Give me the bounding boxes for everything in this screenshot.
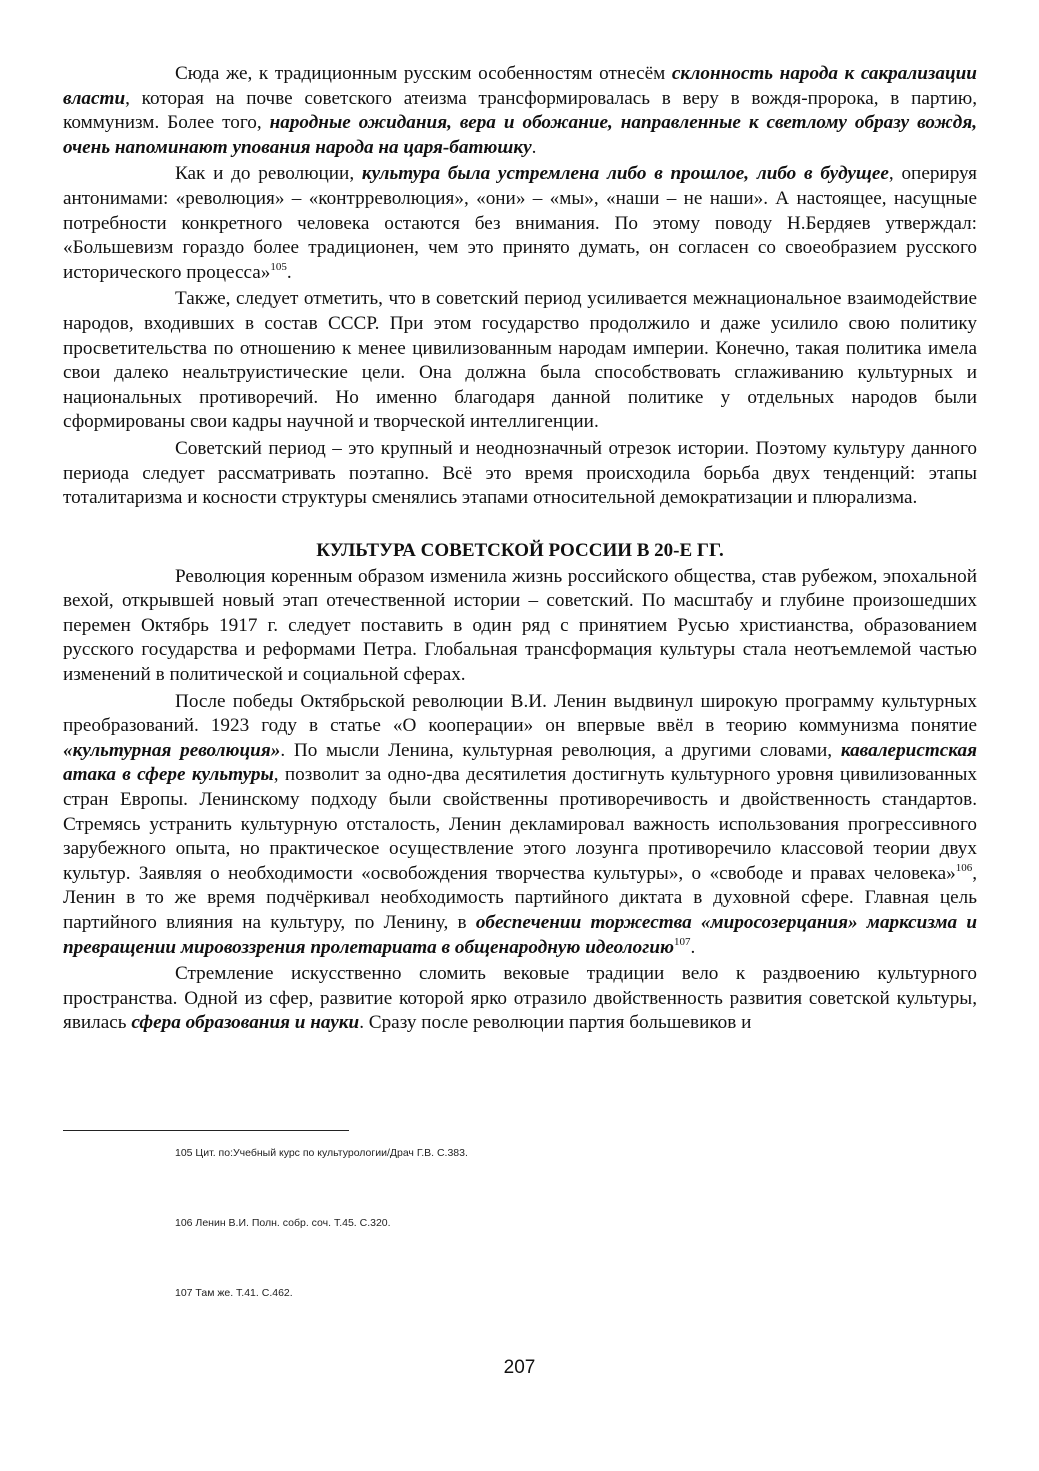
emphasis-text: кавалеристская атака в сфере культуры bbox=[63, 739, 978, 786]
body-text: , Ленин в то же время подчёркивал необходимость партийного диктата в духовной сфере. Главная цель партийного влияния на культуру, по Ленину, в bbox=[63, 862, 977, 933]
body-text: После победы Октябрьской революции В.И. Ленин выдвинул широкую программу культурных преобразований. 1923 году в статье «О кооперации» он впервые ввёл в теорию коммунизма понятие bbox=[63, 690, 977, 737]
intro-paragraph-3 bbox=[63, 287, 977, 435]
body-text: Революция коренным образом изменила жизнь российского общества, став рубежом, эпохальной вехой, открывшей новый этап отечественной истории – советский. По масштабу и глубине произошедших перемен Октябрь 1917 г. следует поставить в один ряд с принятием Русью христианства, образованием русского государства и реформами Петра. Глобальная трансформация культуры стала неотъемлемой частью изменений в политической и социальной сферах. bbox=[63, 565, 977, 686]
intro-paragraph-2 bbox=[63, 162, 977, 285]
emphasis-text: народные ожидания, вера и обожание, направленные к светлому образу вождя, очень напоминают упования народа на царя-батюшку bbox=[63, 112, 977, 158]
body-text: , оперируя антонимами: «революция» – «контрреволюция», «они» – «мы», «наши – не наши». А настоящее, насущные потребности конкретного человека остаются без внимания. По этому поводу Н.Бердяев утверждал: «Большевизм гораздо более традиционен, чем это принято думать, он согласен со своеобразием русского исторического процесса» bbox=[63, 163, 977, 283]
body-text: . bbox=[531, 136, 537, 158]
page-number: 207 bbox=[503, 1357, 536, 1378]
body-text: Стремление искусственно сломить вековые традиции вело к раздвоению культурного пространства. Одной из сфер, развитие которой ярко отразило двойственность развития советской культуры, явилась bbox=[63, 963, 977, 1034]
body-text: Советский период – это крупный и неоднозначный отрезок истории. Поэтому культуру данного периода следует рассматривать поэтапно. Всё это время происходила борьба двух тенденций: этапы тоталитаризма и косности структуры сменялись этапами относительной демократизации и плюрализма. bbox=[63, 437, 977, 509]
body-text: . Сразу после революции партия большевиков и bbox=[359, 1012, 752, 1034]
body-text: Сюда же, к традиционным русским особенностям отнесём bbox=[175, 63, 672, 84]
culture-paragraph-3 bbox=[63, 962, 977, 1036]
emphasis-text: «культурная революция» bbox=[63, 739, 281, 761]
emphasis-text: обеспечении торжества «миросозерцания» марксизма и превращении мировоззрения пролетариата в общенародную идеологию bbox=[63, 912, 977, 958]
section-intro bbox=[63, 62, 977, 511]
culture-paragraph-1 bbox=[63, 565, 977, 688]
body-text: . bbox=[286, 261, 292, 283]
page-body bbox=[63, 62, 977, 1038]
body-text: . bbox=[690, 936, 696, 958]
footnote-marker: 105 bbox=[270, 260, 287, 273]
body-text: , позволит за одно-два десятилетия достигнуть культурного уровня цивилизованных стран Европы. Ленинскому подходу были свойственны противоречивость и двойственность стандартов. Стремясь устранить культурную отсталость, Ленин декламировал важность использования прогрессивного зарубежного опыта, но практическое осуществление этого лозунга противоречило классовой теории двух культур. Заявляя о необходимости «освобождения творчества культуры», о «свободе и правах человека» bbox=[63, 764, 977, 884]
body-text: Как и до революции, bbox=[175, 163, 362, 185]
footnote-105: 105 Цит. по:Учебный курс по культурологии/Драч Г.В. С.383. bbox=[175, 1147, 468, 1159]
emphasis-text: сфера образования и науки bbox=[131, 1012, 360, 1034]
body-text: , которая на почве советского атеизма трансформировалась в веру в вождя-пророка, в партию, коммунизм. Более того, bbox=[63, 87, 977, 134]
section-culture-20s bbox=[63, 565, 977, 1036]
footnote-106: 106 Ленин В.И. Полн. собр. соч. Т.45. С.320. bbox=[175, 1217, 391, 1229]
footnote-107: 107 Там же. Т.41. С.462. bbox=[175, 1287, 293, 1299]
emphasis-text: склонность народа к сакрализации власти bbox=[63, 63, 977, 109]
intro-paragraph-1 bbox=[63, 62, 977, 160]
footnote-separator bbox=[63, 1130, 349, 1131]
culture-paragraph-2 bbox=[63, 690, 977, 961]
emphasis-text: культура была устремлена либо в прошлое, либо в будущее bbox=[361, 163, 889, 185]
body-text: . По мысли Ленина, культурная революция, а другими словами, bbox=[280, 739, 841, 761]
footnote-marker: 107 bbox=[674, 935, 691, 948]
intro-paragraph-4 bbox=[63, 437, 977, 511]
section-heading: КУЛЬТУРА СОВЕТСКОЙ РОССИИ В 20-Е ГГ. bbox=[316, 539, 724, 561]
footnote-marker: 106 bbox=[955, 861, 973, 874]
body-text: Также, следует отметить, что в советский период усиливается межнациональное взаимодействие народов, входивших в состав СССР. При этом государство продолжило и даже усилило свою политику просветительства по отношению к менее цивилизованным народам империи. Конечно, такая политика имела свои далеко неальтруистические цели. Она должна была способствовать сглаживанию культурных и национальных противоречий. Но именно благодаря данной политике у отдельных народов были сформированы свои кадры научной и творческой интеллигенции. bbox=[63, 288, 977, 433]
